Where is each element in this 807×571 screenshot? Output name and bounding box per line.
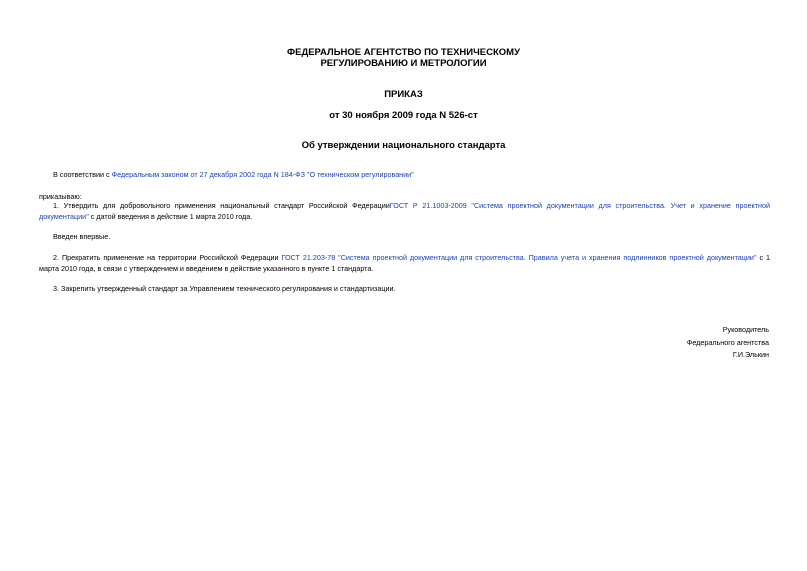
gost-21-203-78-link[interactable]: ГОСТ 21.203-78 "Система проектной документации для строительства. Правила учета и хранения подлинников проектной документации": [281, 253, 757, 262]
item-1-text-after: с датой введения в действие 1 марта 2010 года.: [88, 211, 253, 221]
agency-name-line1: ФЕДЕРАЛЬНОЕ АГЕНТСТВО ПО ТЕХНИЧЕСКОМУ: [287, 47, 520, 58]
signature-block: [569, 324, 769, 362]
signature-position: Руководитель: [722, 325, 769, 334]
paragraph-introduced-first: Введен впервые.: [53, 232, 111, 241]
item-1-text: 1. Утвердить для добровольного применения национальный стандарт Российской Федерации: [53, 201, 390, 210]
paragraph-item-2: [39, 253, 770, 274]
paragraph-preamble: [39, 170, 770, 181]
preamble-text: В соответствии с: [53, 170, 112, 179]
item-2-text-after: с 1 марта 2010 года, в связи с утверждением и введением в действие указанного в пункте 1 стандарта.: [39, 253, 770, 273]
paragraph-order: приказываю:: [39, 192, 82, 201]
signature-name: Г.И.Элькин: [732, 350, 769, 359]
paragraph-item-3: 3. Закрепить утвержденный стандарт за Управлением технического регулирования и стандартизации.: [53, 284, 396, 293]
agency-name-line2: РЕГУЛИРОВАНИЮ И МЕТРОЛОГИИ: [320, 58, 487, 69]
document-date-number: от 30 ноября 2009 года N 526-ст: [329, 110, 478, 121]
paragraph-item-1: [39, 201, 770, 222]
document-title: Об утверждении национального стандарта: [301, 140, 506, 151]
document-type: ПРИКАЗ: [384, 89, 423, 100]
gost-r-21-1003-2009-link[interactable]: ГОСТ Р 21.1003-2009 "Система проектной документации для строительства. Учет и хранение проектной документации": [39, 201, 770, 221]
federal-law-link[interactable]: Федеральным законом от 27 декабря 2002 года N 184-ФЗ "О техническом регулировании": [111, 170, 414, 179]
item-2-text: 2. Прекратить применение на территории Российской Федерации: [53, 253, 282, 262]
signature-agency: Федерального агентства: [686, 337, 769, 347]
